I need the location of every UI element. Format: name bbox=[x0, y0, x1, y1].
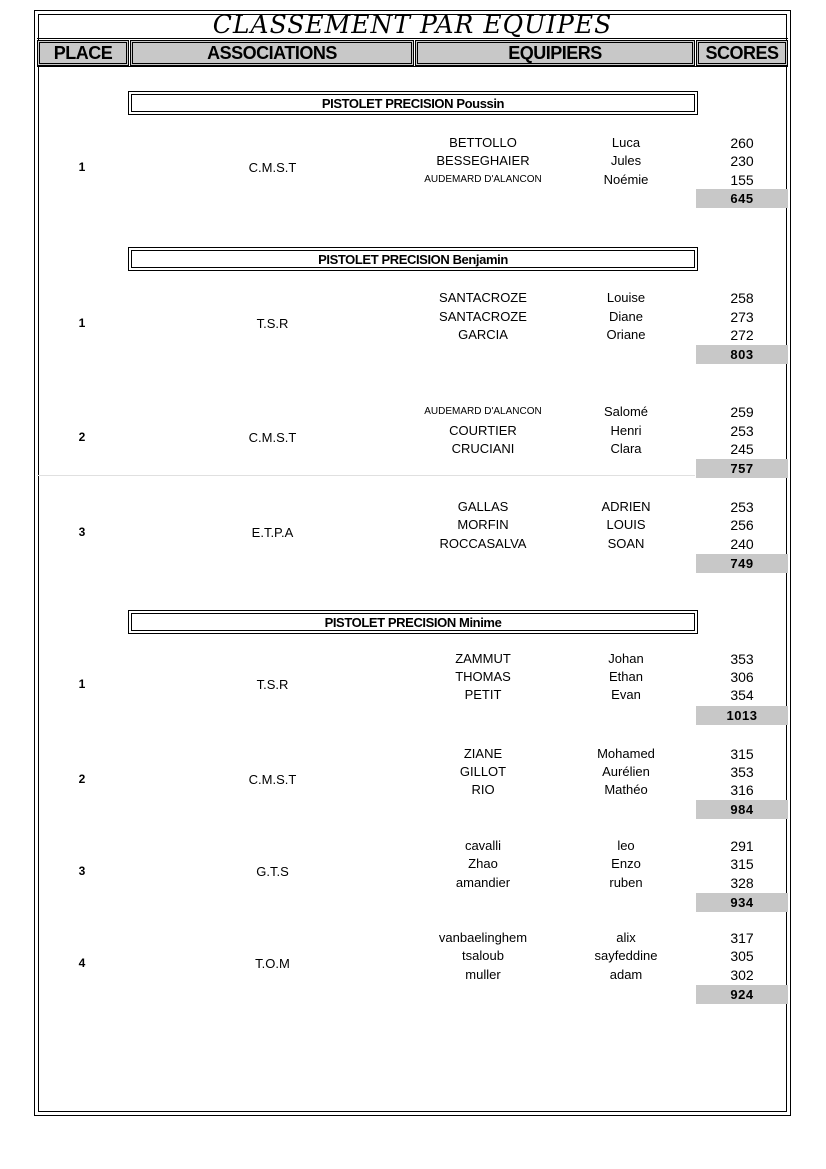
member-last-name: BETTOLLO bbox=[449, 135, 517, 150]
member-first-name: Mathéo bbox=[604, 782, 648, 797]
member-last-name: BESSEGHAIER bbox=[436, 153, 530, 168]
member-first-name: Louise bbox=[606, 290, 646, 305]
member-first-name: LOUIS bbox=[606, 517, 646, 532]
team-association: C.M.S.T bbox=[248, 772, 297, 787]
member-row bbox=[37, 152, 788, 170]
member-score: 230 bbox=[730, 153, 754, 169]
header-divider bbox=[37, 66, 788, 67]
member-last-name: SANTACROZE bbox=[439, 290, 527, 305]
category-minime bbox=[128, 610, 698, 634]
team-association: C.M.S.T bbox=[248, 430, 297, 445]
member-last-name: muller bbox=[465, 967, 501, 982]
member-score: 328 bbox=[730, 875, 754, 891]
member-score: 302 bbox=[730, 967, 754, 983]
team-place: 1 bbox=[78, 677, 86, 691]
member-row bbox=[37, 535, 788, 553]
team-row bbox=[37, 837, 788, 913]
team-row bbox=[37, 498, 788, 574]
member-row bbox=[37, 403, 788, 421]
member-score: 354 bbox=[730, 687, 754, 703]
member-score: 258 bbox=[730, 290, 754, 306]
team-association: C.M.S.T bbox=[248, 160, 297, 175]
member-score: 272 bbox=[730, 327, 754, 343]
title-divider bbox=[37, 38, 788, 39]
member-score: 353 bbox=[730, 764, 754, 780]
member-row bbox=[37, 947, 788, 965]
team-row bbox=[37, 289, 788, 365]
member-last-name: amandier bbox=[455, 875, 511, 890]
member-row bbox=[37, 498, 788, 516]
member-first-name: Enzo bbox=[611, 856, 641, 871]
member-first-name: Evan bbox=[611, 687, 641, 702]
team-total-score: 934 bbox=[696, 893, 788, 912]
member-last-name: GALLAS bbox=[457, 499, 509, 514]
member-score: 259 bbox=[730, 404, 754, 420]
team-total-score: 645 bbox=[696, 189, 788, 208]
team-place: 2 bbox=[78, 772, 86, 786]
team-association: T.S.R bbox=[256, 677, 289, 692]
team-place: 1 bbox=[78, 160, 86, 174]
member-first-name: alix bbox=[616, 930, 636, 945]
team-total-score: 984 bbox=[696, 800, 788, 819]
member-last-name: tsaloub bbox=[462, 948, 504, 963]
team-place: 3 bbox=[78, 864, 86, 878]
member-last-name: ZAMMUT bbox=[455, 651, 511, 666]
member-row bbox=[37, 837, 788, 855]
member-first-name: Aurélien bbox=[602, 764, 650, 779]
member-row bbox=[37, 745, 788, 763]
member-last-name: cavalli bbox=[464, 838, 502, 853]
team-row bbox=[37, 133, 788, 209]
category-benjamin bbox=[128, 247, 698, 271]
member-score: 305 bbox=[730, 948, 754, 964]
member-last-name: ZIANE bbox=[463, 746, 503, 761]
member-score: 315 bbox=[730, 746, 754, 762]
member-row bbox=[37, 289, 788, 307]
member-last-name: MORFIN bbox=[457, 517, 509, 532]
member-score: 353 bbox=[730, 651, 754, 667]
header-scores: SCORES bbox=[696, 40, 788, 66]
member-score: 256 bbox=[730, 517, 754, 533]
header-place: PLACE bbox=[37, 40, 129, 66]
member-last-name: PETIT bbox=[464, 687, 502, 702]
team-row bbox=[37, 745, 788, 821]
member-last-name: RIO bbox=[471, 782, 495, 797]
member-score: 240 bbox=[730, 536, 754, 552]
member-row bbox=[37, 171, 788, 189]
member-last-name: Zhao bbox=[468, 856, 498, 871]
member-last-name: vanbaelinghem bbox=[438, 930, 528, 945]
category-poussin bbox=[128, 91, 698, 115]
member-last-name: CRUCIANI bbox=[451, 441, 515, 456]
member-first-name: ADRIEN bbox=[601, 499, 651, 514]
team-divider bbox=[37, 475, 695, 476]
category-title: PISTOLET PRECISION Minime bbox=[324, 614, 502, 630]
team-association: G.T.S bbox=[256, 864, 289, 879]
member-row bbox=[37, 929, 788, 947]
member-last-name: SANTACROZE bbox=[439, 309, 527, 324]
team-total-score: 749 bbox=[696, 554, 788, 573]
member-row bbox=[37, 308, 788, 326]
member-row bbox=[37, 763, 788, 781]
member-row bbox=[37, 516, 788, 534]
member-row bbox=[37, 686, 788, 704]
member-row bbox=[37, 874, 788, 892]
member-score: 155 bbox=[730, 172, 754, 188]
member-first-name: Oriane bbox=[606, 327, 646, 342]
member-first-name: Mohamed bbox=[597, 746, 655, 761]
member-score: 291 bbox=[730, 838, 754, 854]
team-row bbox=[37, 650, 788, 726]
team-total-score: 803 bbox=[696, 345, 788, 364]
member-first-name: SOAN bbox=[607, 536, 645, 551]
member-score: 260 bbox=[730, 135, 754, 151]
member-row bbox=[37, 781, 788, 799]
member-first-name: Salomé bbox=[603, 404, 649, 419]
member-first-name: Diane bbox=[609, 309, 643, 324]
member-score: 316 bbox=[730, 782, 754, 798]
team-place: 4 bbox=[78, 956, 86, 970]
member-first-name: ruben bbox=[609, 875, 643, 890]
member-last-name: GILLOT bbox=[459, 764, 507, 779]
member-row bbox=[37, 966, 788, 984]
member-first-name: Ethan bbox=[609, 669, 643, 684]
member-row bbox=[37, 134, 788, 152]
member-last-name: GARCIA bbox=[458, 327, 508, 342]
member-score: 253 bbox=[730, 499, 754, 515]
member-first-name: Johan bbox=[608, 651, 644, 666]
member-score: 245 bbox=[730, 441, 754, 457]
category-title: PISTOLET PRECISION Benjamin bbox=[318, 251, 508, 267]
member-row bbox=[37, 650, 788, 668]
member-score: 306 bbox=[730, 669, 754, 685]
member-score: 317 bbox=[730, 930, 754, 946]
team-association: T.S.R bbox=[256, 316, 289, 331]
member-last-name: COURTIER bbox=[449, 423, 517, 438]
member-first-name: Noémie bbox=[603, 172, 649, 187]
member-row bbox=[37, 855, 788, 873]
member-last-name: THOMAS bbox=[455, 669, 511, 684]
category-title: PISTOLET PRECISION Poussin bbox=[321, 95, 505, 111]
header-equipiers: EQUIPIERS bbox=[415, 40, 695, 66]
team-association: T.O.M bbox=[255, 956, 290, 971]
page-title: CLASSEMENT PAR EQUIPES bbox=[212, 10, 613, 39]
member-row bbox=[37, 422, 788, 440]
member-last-name: ROCCASALVA bbox=[439, 536, 527, 551]
member-first-name: leo bbox=[617, 838, 635, 853]
member-score: 273 bbox=[730, 309, 754, 325]
member-row bbox=[37, 668, 788, 686]
member-row bbox=[37, 326, 788, 344]
header-associations: ASSOCIATIONS bbox=[130, 40, 414, 66]
member-score: 315 bbox=[730, 856, 754, 872]
member-last-name: AUDEMARD D'ALANCON bbox=[424, 406, 542, 417]
team-total-score: 757 bbox=[696, 459, 788, 478]
member-last-name: AUDEMARD D'ALANCON bbox=[424, 174, 542, 185]
team-association: E.T.P.A bbox=[251, 525, 294, 540]
team-row bbox=[37, 929, 788, 1005]
team-place: 1 bbox=[78, 316, 86, 330]
member-score: 253 bbox=[730, 423, 754, 439]
team-total-score: 1013 bbox=[696, 706, 788, 725]
team-row bbox=[37, 403, 788, 479]
member-row bbox=[37, 440, 788, 458]
member-first-name: Henri bbox=[610, 423, 642, 438]
member-first-name: Jules bbox=[610, 153, 642, 168]
member-first-name: Clara bbox=[610, 441, 642, 456]
member-first-name: sayfeddine bbox=[594, 948, 658, 963]
member-first-name: adam bbox=[609, 967, 643, 982]
team-place: 2 bbox=[78, 430, 86, 444]
team-place: 3 bbox=[78, 525, 86, 539]
team-total-score: 924 bbox=[696, 985, 788, 1004]
member-first-name: Luca bbox=[611, 135, 641, 150]
